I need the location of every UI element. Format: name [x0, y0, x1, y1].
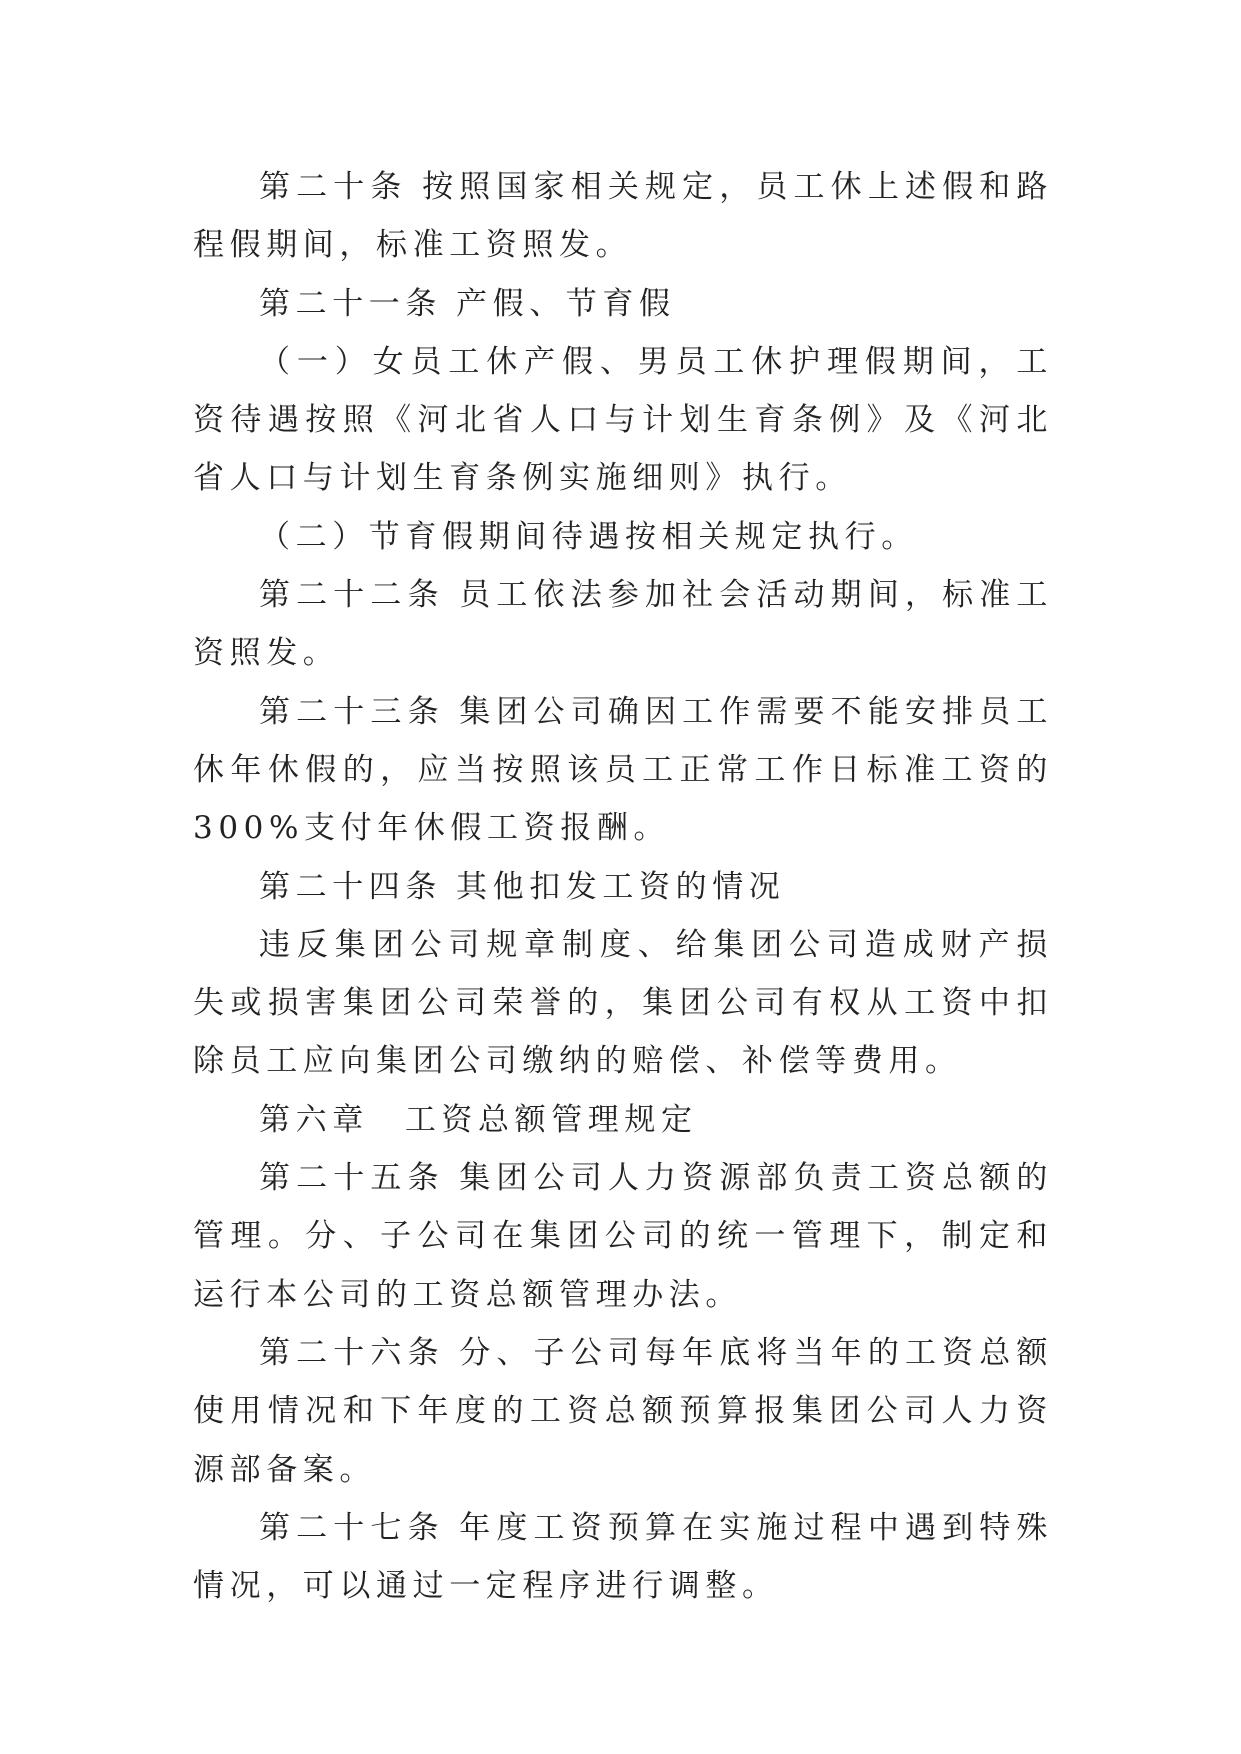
article-text: 年度工资预算在实施过程中遇到特殊情况，可以通过一定程序进行调整。: [193, 1509, 1053, 1605]
chapter-number: 第六章: [259, 1101, 369, 1138]
article-heading: 第二十六条: [259, 1334, 445, 1371]
paragraph-article-24-detail: [193, 916, 1053, 1091]
paragraph-article-25: [193, 1149, 1053, 1324]
chapter-title: 工资总额管理规定: [404, 1101, 698, 1138]
article-text: 其他扣发工资的情况: [456, 868, 786, 905]
paragraph-article-21-item-1: [193, 333, 1053, 508]
paragraph-article-27: [193, 1499, 1053, 1616]
paragraph-article-23: [193, 683, 1053, 858]
article-heading: 第二十三条: [259, 693, 445, 730]
article-heading: 第二十一条: [259, 285, 442, 322]
article-text: （一）女员工休产假、男员工休护理假期间，工资待遇按照《河北省人口与计划生育条例》及《河北省人口与计划生育条例实施细则》执行。: [193, 343, 1053, 497]
article-text: 员工依法参加社会活动期间，标准工资照发。: [193, 577, 1053, 672]
document-body: [193, 158, 1053, 1615]
article-heading: 第二十四条: [259, 868, 442, 905]
paragraph-article-21: [193, 275, 1053, 333]
article-heading: 第二十七条: [259, 1509, 445, 1546]
paragraph-article-24: [193, 858, 1053, 916]
article-text: 集团公司确因工作需要不能安排员工休年休假的，应当按照该员工正常工作日标准工资的300%支付年休假工资报酬。: [193, 693, 1053, 847]
article-text: 按照国家相关规定，员工休上述假和路程假期间，标准工资照发。: [193, 169, 1053, 264]
article-heading: 第二十条: [259, 169, 408, 205]
article-heading: 第二十五条: [259, 1160, 445, 1197]
paragraph-article-21-item-2: [193, 508, 1053, 566]
chapter-heading: [193, 1091, 1053, 1149]
article-text: 违反集团公司规章制度、给集团公司造成财产损失或损害集团公司荣誉的，集团公司有权从工资中扣除员工应向集团公司缴纳的赔偿、补偿等费用。: [193, 926, 1053, 1080]
article-text: 分、子公司每年底将当年的工资总额使用情况和下年度的工资总额预算报集团公司人力资源部备案。: [193, 1334, 1053, 1488]
paragraph-article-20: [193, 158, 1053, 275]
article-heading: 第二十二条: [259, 577, 445, 614]
paragraph-article-26: [193, 1324, 1053, 1499]
article-text: （二）节育假期间待遇按相关规定执行。: [259, 518, 918, 555]
article-text: 集团公司人力资源部负责工资总额的管理。分、子公司在集团公司的统一管理下，制定和运行本公司的工资总额管理办法。: [193, 1160, 1053, 1313]
paragraph-article-22: [193, 566, 1053, 683]
article-text: 产假、节育假: [456, 285, 676, 322]
